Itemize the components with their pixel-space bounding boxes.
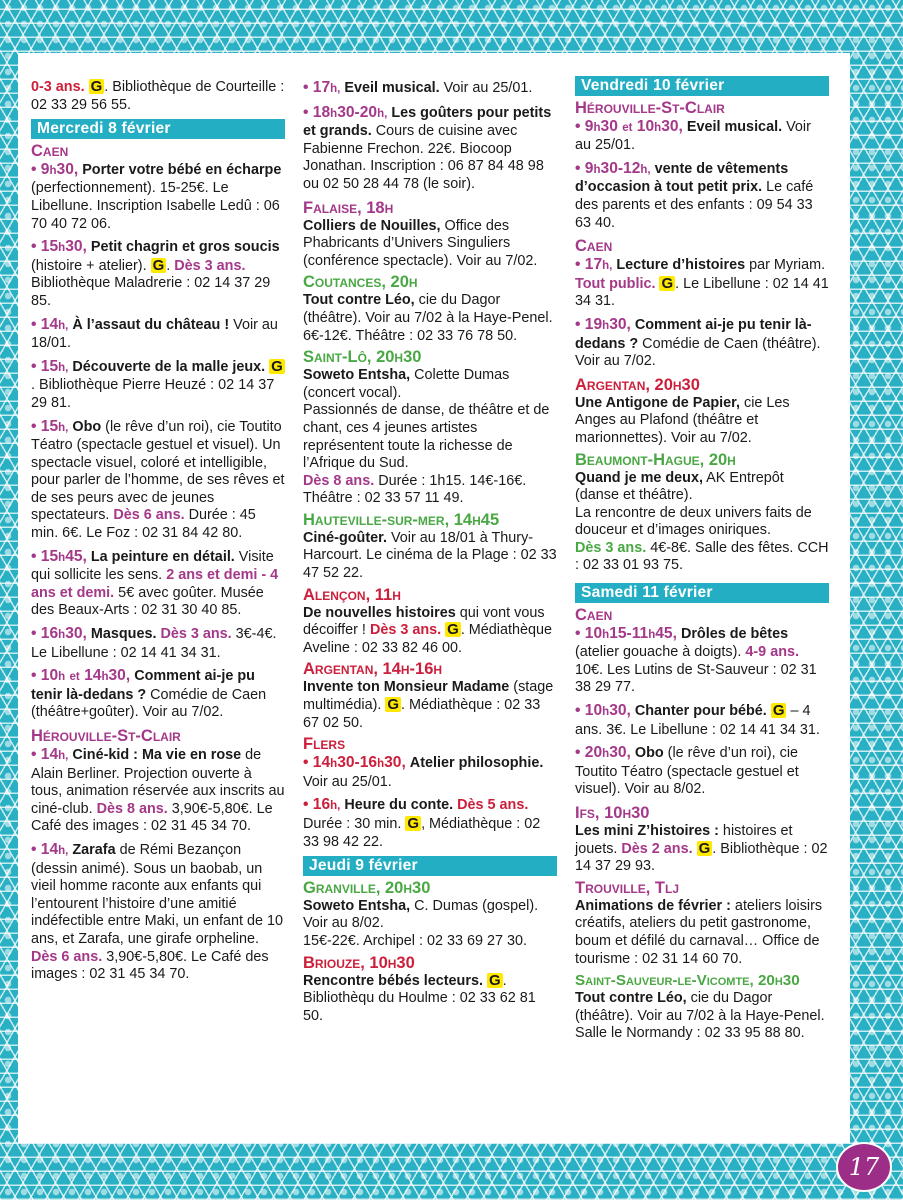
city-argentan: Argentan, 20h30 xyxy=(575,375,700,394)
time-hour: 20 xyxy=(584,744,603,762)
event-text: (atelier gouache à doigts). xyxy=(575,644,746,661)
event-text: qui vont vous décoiffer ! xyxy=(303,604,545,639)
time-min: 30, xyxy=(56,160,79,178)
city-granville: Granville, 20h30 xyxy=(303,878,431,897)
event-title: Comment ai-je pu tenir là-dedans ? xyxy=(31,668,255,703)
age-label: Dès 8 ans. xyxy=(96,800,168,817)
day-header-vendredi: Vendredi 10 février xyxy=(575,76,829,96)
event-porter-bebe xyxy=(31,161,285,233)
event-comment-tenir xyxy=(31,667,285,722)
event-title: Soweto Entsha, xyxy=(303,367,411,384)
time-suffix: h, xyxy=(640,163,651,176)
event-atelier-philo xyxy=(303,754,557,791)
column-2 xyxy=(303,79,557,1028)
time-min: 30-20 xyxy=(337,103,378,121)
time-hour: 15 xyxy=(40,238,59,256)
event-time: • 15h, xyxy=(31,357,69,375)
event-time: • 10h30, xyxy=(575,702,631,720)
time-hour: 15 xyxy=(40,417,59,435)
city-alencon: Alençon, 11h xyxy=(303,585,401,604)
city-saint-lo: Saint-Lô, 20h30 xyxy=(303,348,422,367)
age-label: Dès 3 ans. xyxy=(369,622,442,639)
event-time: • 9h30 et 10h30, xyxy=(575,117,683,135)
time-hour: 9 xyxy=(40,160,50,178)
city-caen: Caen xyxy=(575,237,613,256)
time-hour: 14 xyxy=(312,754,331,772)
event-title: Les mini Z’histoires : xyxy=(575,823,719,839)
event-title: À l’assaut du château ! xyxy=(72,316,230,333)
time-hour: 14 xyxy=(84,667,102,685)
event-mini-zhistoires xyxy=(575,823,829,876)
event-comment-tenir-2 xyxy=(575,316,829,371)
event-title: Découverte de la malle jeux. xyxy=(72,358,266,375)
event-text: 3,90€-5,80€. Le Café des images : 02 31 45 34 70. xyxy=(31,948,269,983)
event-time: • 10h15-11h45, xyxy=(575,624,677,642)
event-text: Bibliothèque Maladrerie : 02 14 37 29 85. xyxy=(31,275,271,309)
day-header-samedi: Samedi 11 février xyxy=(575,583,829,603)
event-title: Zarafa xyxy=(72,841,116,858)
time-hour: 9 xyxy=(584,117,594,135)
event-title: Soweto Entsha, xyxy=(303,897,411,914)
time-joiner: et xyxy=(622,121,633,134)
event-text: de Rémi Bezançon (dessin animé). Sous un baobab, un vieil homme raconte aux enfants qui l’entourent l’histoire d’une amitié indéfectible entre Maki, un enfant de 10 ans, et Zarafa, une girafe orpheline. xyxy=(31,841,284,947)
event-title: Chanter pour bébé. xyxy=(634,703,767,720)
event-text: 3€-4€. Le Libellune : 02 14 41 34 31. xyxy=(31,626,277,661)
event-text: Voir au 25/01. xyxy=(303,773,392,790)
event-time: • 15h45, xyxy=(31,547,87,565)
age-label: 2 ans et demi - 4 ans et demi. xyxy=(31,567,279,601)
time-suffix: h, xyxy=(377,107,388,120)
age-label: 4-9 ans. xyxy=(745,644,799,661)
city-trouville: Trouville, Tlj xyxy=(575,878,679,897)
event-text: . Le Libellune : 02 14 41 34 31. xyxy=(575,275,829,310)
time-min: 45, xyxy=(65,547,87,565)
time-min: 45, xyxy=(655,624,677,642)
time-min: 30, xyxy=(661,117,683,135)
event-lecture-histoires xyxy=(575,256,829,311)
column-3 xyxy=(575,79,829,1046)
event-text: . Bibliothèque Pierre Heuzé : 02 14 37 29 81. xyxy=(31,377,275,411)
event-text: ateliers loisirs créatifs, ateliers du petit gastronome, boum et défilé du carnaval… Office de tourisme : 02 31 14 60 70. xyxy=(575,897,823,967)
event-time: • 9h30, xyxy=(31,160,79,178)
time-min: 30, xyxy=(609,744,631,762)
city-caen-2: Caen xyxy=(575,605,613,624)
g-badge-icon: G xyxy=(772,702,785,720)
event-colliers-nouilles xyxy=(303,218,557,271)
event-cine-kid xyxy=(31,746,285,836)
event-title: Eveil musical. xyxy=(344,80,440,96)
event-title: vente de vêtements d’occasion à tout petit prix. xyxy=(575,160,789,196)
event-text: cie Les Anges au Plafond (théâtre et marionnettes). Voir au 7/02. xyxy=(575,394,790,446)
time-joiner: et xyxy=(69,671,80,684)
event-text: Voir au 18/01. xyxy=(31,316,278,352)
event-soweto-entsha xyxy=(303,367,557,508)
event-title: Lecture d’histoires xyxy=(616,257,746,274)
event-text: Office des Phabricants d’Univers Singuliers (conférence spectacle). Voir au 7/02. xyxy=(303,217,538,269)
time-hour: 10 xyxy=(40,667,59,685)
time-hour: 10 xyxy=(636,117,655,135)
event-text: , Médiathèque : 02 33 98 42 22. xyxy=(303,816,541,850)
time-min: 15-11 xyxy=(609,624,649,642)
event-text: Le café des parents et des enfants : 09 54 33 63 40. xyxy=(575,179,814,231)
event-peinture-detail xyxy=(31,548,285,620)
event-obo-2 xyxy=(575,744,829,799)
age-label: Dès 6 ans. xyxy=(113,507,185,524)
event-title: Atelier philosophie. xyxy=(409,755,544,772)
event-time: • 15h30, xyxy=(31,238,87,256)
event-title: Les goûters pour petits et grands. xyxy=(303,104,552,140)
day-header-mercredi: Mercredi 8 février xyxy=(31,119,285,139)
event-chanter-bebe xyxy=(575,702,829,739)
event-title: Quand je me deux, xyxy=(575,469,703,486)
event-text: Durée : 30 min. xyxy=(303,816,406,832)
event-time: • 9h30-12h, xyxy=(575,159,651,177)
event-text: Cours de cuisine avec Fabienne Frechon. 22€. Biocoop Jonathan. Inscription : 06 87 84 48 98 ou 02 50 28 44 78 (le soir). xyxy=(303,123,544,192)
time-min: 30, xyxy=(384,754,406,772)
event-animations-fevrier xyxy=(575,898,829,968)
time-hour: 10 xyxy=(584,702,603,720)
event-antigone xyxy=(575,395,829,448)
event-time: • 17h, xyxy=(303,79,341,96)
event-eveil-musical xyxy=(303,79,557,99)
g-badge-icon: G xyxy=(488,971,501,989)
event-text: 4€-8€. Salle des fêtes. CCH : 02 33 01 93 75. xyxy=(575,539,829,574)
event-text: Durée : 1h15. 14€-16€. Théâtre : 02 33 57 11 49. xyxy=(303,472,527,507)
event-text: Voir au 25/01. xyxy=(575,118,811,154)
event-masques xyxy=(31,625,285,662)
event-time: • 14h, xyxy=(31,840,69,858)
event-title: Obo xyxy=(634,745,664,762)
event-time: • 16h30, xyxy=(31,625,87,643)
event-time: • 17h, xyxy=(575,256,613,274)
event-quand-je-me-deux xyxy=(575,470,829,576)
event-title: Petit chagrin et gros soucis xyxy=(90,239,280,256)
age-label: Dès 3 ans. xyxy=(174,257,246,274)
event-text: Voir au 25/01. xyxy=(439,80,533,96)
event-title: Tout contre Léo, xyxy=(303,292,415,309)
event-gouters xyxy=(303,104,557,194)
event-text: (perfectionnement). 15-25€. Le Libellune. Inscription Isabelle Ledû : 06 70 40 72 06. xyxy=(31,180,280,232)
city-caen: Caen xyxy=(31,141,69,160)
event-text: 15€-22€. Archipel : 02 33 69 27 30. xyxy=(303,932,528,949)
time-min: 30-12 xyxy=(600,159,641,177)
page-body xyxy=(18,53,850,1143)
event-text: AK Entrepôt (danse et théâtre). xyxy=(575,469,784,504)
time-hour: 16 xyxy=(312,796,331,814)
event-time: • 10h et 14h30, xyxy=(31,667,131,685)
time-hour: 14 xyxy=(40,315,59,333)
city-herouville: Hérouville-St-Clair xyxy=(575,98,725,117)
city-herouville: Hérouville-St-Clair xyxy=(31,727,181,745)
event-title: Invente ton Monsieur Madame xyxy=(303,679,510,696)
event-description: Passionnés de danse, de théâtre et de chant, ces 4 jeunes artistes représentent toute la richesse de l’Afrique du Sud. xyxy=(303,402,550,472)
time-min: 30, xyxy=(609,702,631,720)
time-hour: 15 xyxy=(40,357,59,375)
event-text: 3,90€-5,80€. Le Café des images : 02 31 45 34 70. xyxy=(31,800,273,835)
event-title: Porter votre bébé en écharpe xyxy=(82,161,282,178)
event-text: (le rêve d’un roi), cie Toutito Téatro (spectacle gestuel et visuel). Un spectacle visuel, coloré et intelligible, pour parler de l’homme, de ses rêves et de ses peurs avec de jeunes spectateurs. xyxy=(31,418,285,524)
time-hour: 19 xyxy=(584,315,603,333)
event-text: par Myriam. xyxy=(745,257,826,274)
event-title: De nouvelles histoires xyxy=(303,604,456,621)
event-text: Visite qui sollicite les sens. xyxy=(31,548,274,584)
event-description: La rencontre de deux univers faits de douceur et d’images oniriques. xyxy=(575,504,812,539)
event-time: • 20h30, xyxy=(575,744,631,762)
event-text: Comédie de Caen (théâtre). Voir au 7/02. xyxy=(575,335,821,370)
time-hour: 18 xyxy=(312,103,331,121)
time-hour: 17 xyxy=(312,79,331,96)
age-label: Tout public. xyxy=(575,275,656,292)
event-text: de Alain Berliner. Projection ouverte à tous, animation réservée aux inscrits au ciné-club. xyxy=(31,747,285,817)
event-soweto-granville xyxy=(303,898,557,951)
time-min: 30-16 xyxy=(337,754,378,772)
g-badge-icon: G xyxy=(407,815,420,832)
event-time: • 14h, xyxy=(31,746,69,763)
event-title: Animations de février : xyxy=(575,897,731,914)
event-text: . Bibliothèqu du Houlme : 02 33 62 81 50. xyxy=(303,972,536,1024)
event-heure-conte xyxy=(303,796,557,851)
event-zarafa xyxy=(31,841,285,984)
event-text: . Médiathèque : 02 33 67 02 50. xyxy=(303,697,541,731)
age-label: 0-3 ans. xyxy=(31,79,85,95)
event-petit-chagrin: • 15h30, Petit chagrin et gros soucis (histoire + atelier). G . Dès 3 ans. Bibliothèque Maladrerie : 02 14 37 29 85. xyxy=(31,238,280,309)
event-text: Durée : 45 min. 6€. Le Foz : 02 31 84 42 80. xyxy=(31,507,256,542)
event-title: Comment ai-je pu tenir là-dedans ? xyxy=(575,316,812,352)
event-nouvelles-histoires xyxy=(303,605,557,658)
event-text: (le rêve d’un roi), cie Toutito Téatro (spectacle gestuel et visuel). Voir au 8/02. xyxy=(575,745,799,798)
g-badge-icon: G xyxy=(152,256,165,274)
event-text: (stage multimédia). xyxy=(303,679,554,714)
event-text: – 4 ans. 3€. Le Libellune : 02 14 41 34 31. xyxy=(575,703,820,738)
city-saint-sauveur: Saint-Sauveur-le-Vicomte, 20h30 xyxy=(575,972,800,990)
event-obo xyxy=(31,418,285,543)
time-hour: 14 xyxy=(40,746,59,763)
event-text: 5€ avec goûter. Musée des Beaux-Arts : 02 31 30 40 85. xyxy=(31,584,264,619)
event-time: • 18h30-20h, xyxy=(303,103,388,121)
city-briouze: Briouze, 10h30 xyxy=(303,953,415,972)
time-hour: 14 xyxy=(40,840,59,858)
event-time: • 16h, xyxy=(303,796,341,814)
event-text: C. Dumas (gospel). Voir au 8/02. xyxy=(303,897,539,932)
column-1 xyxy=(31,79,285,989)
event-text: (histoire + atelier). xyxy=(31,257,151,274)
event-title: Colliers de Nouilles, xyxy=(303,217,441,234)
event-text: 10€. Les Lutins de St-Sauveur : 02 31 38 29 77. xyxy=(575,661,817,696)
event-text: histoires et jouets. xyxy=(575,823,793,857)
event-text: Colette Dumas (concert vocal). xyxy=(303,367,510,401)
event-cine-gouter xyxy=(303,530,557,583)
event-title: Tout contre Léo, xyxy=(575,990,687,1007)
day-header-jeudi: Jeudi 9 février xyxy=(303,856,557,876)
event-title: Ciné-kid : Ma vie en rose xyxy=(72,747,242,763)
event-title: Rencontre bébés lecteurs. xyxy=(303,972,483,989)
g-badge-icon: G xyxy=(387,696,400,714)
time-hour: 17 xyxy=(584,256,603,274)
event-malle-jeux xyxy=(31,358,285,413)
event-title: Masques. xyxy=(90,626,157,643)
event-text: Comédie de Caen (théâtre+goûter). Voir au 7/02. xyxy=(31,686,267,721)
age-label: Dès 8 ans. xyxy=(303,472,375,489)
event-tout-contre-leo xyxy=(303,292,557,345)
time-hour: 16 xyxy=(40,625,59,643)
page-number: 17 xyxy=(836,1142,892,1192)
g-badge-icon: G xyxy=(698,839,711,857)
g-badge-icon: G xyxy=(447,621,459,639)
g-badge-icon: G xyxy=(271,357,283,375)
time-min: 30, xyxy=(65,625,87,643)
time-min: 30, xyxy=(108,667,131,685)
age-label: Dès 6 ans. xyxy=(31,948,103,965)
g-badge-icon: G xyxy=(90,78,103,95)
event-eveil-musical-2 xyxy=(575,118,829,155)
time-min: 30, xyxy=(65,238,87,256)
age-label: Dès 2 ans. xyxy=(621,840,693,857)
time-min: 30, xyxy=(609,315,631,333)
event-time: • 15h, xyxy=(31,417,69,435)
age-label: Dès 3 ans. xyxy=(575,539,647,556)
g-badge-icon: G xyxy=(661,274,674,292)
age-label: Dès 3 ans. xyxy=(160,626,232,643)
city-argentan: Argentan, 14h-16h xyxy=(303,660,443,679)
city-beaumont-hague: Beaumont-Hague, 20h xyxy=(575,450,736,469)
event-droles-betes xyxy=(575,625,829,697)
event-vente-vetements xyxy=(575,160,829,232)
event-monsieur-madame xyxy=(303,679,557,732)
event-title: Une Antigone de Papier, xyxy=(575,394,740,411)
event-title: La peinture en détail. xyxy=(90,548,235,565)
city-flers: Flers xyxy=(303,735,346,754)
event-text: . Médiathèque Aveline : 02 33 82 46 00. xyxy=(303,622,553,656)
event-bebes-lecteurs xyxy=(303,973,557,1026)
age-label: Dès 5 ans. xyxy=(457,797,529,814)
event-title: Heure du conte. xyxy=(344,797,454,814)
city-falaise: Falaise, 18h xyxy=(303,198,394,217)
event-tout-contre-leo-2 xyxy=(575,990,829,1043)
event-title: Ciné-goûter. xyxy=(303,529,387,546)
city-hauteville: Hauteville-sur-mer, 14h45 xyxy=(303,510,500,529)
city-coutances: Coutances, 20h xyxy=(303,273,418,292)
event-title: Obo xyxy=(72,418,102,435)
city-ifs: Ifs, 10h30 xyxy=(575,804,650,822)
time-min: 30 xyxy=(600,117,618,135)
time-hour: 15 xyxy=(40,547,59,565)
time-hour: 10 xyxy=(584,624,603,642)
event-title: Eveil musical. xyxy=(686,118,783,135)
time-hour: 9 xyxy=(584,159,594,177)
event-text: Voir au 18/01 à Thury-Harcourt. Le cinéma de la Plage : 02 33 47 52 22. xyxy=(303,529,557,582)
event-text: cie du Dagor (théâtre). Voir au 7/02 à la Haye-Penel. 6€-12€. Théâtre : 02 33 76 78 50. xyxy=(303,292,553,344)
event-intro xyxy=(31,79,285,114)
event-time: • 14h30-16h30, xyxy=(303,754,406,772)
event-text: . Bibliothèque de Courteille : 02 33 29 56 55. xyxy=(31,79,285,113)
event-text: cie du Dagor (théâtre). Voir au 7/02 à la Haye-Penel. Salle le Normandy : 02 33 95 88 80. xyxy=(575,990,825,1042)
event-time: • 14h, xyxy=(31,315,69,333)
event-title: Drôles de bêtes xyxy=(680,625,789,642)
event-assaut-chateau xyxy=(31,316,285,353)
event-time: • 19h30, xyxy=(575,315,631,333)
event-text: . Bibliothèque : 02 14 37 29 93. xyxy=(575,840,828,875)
